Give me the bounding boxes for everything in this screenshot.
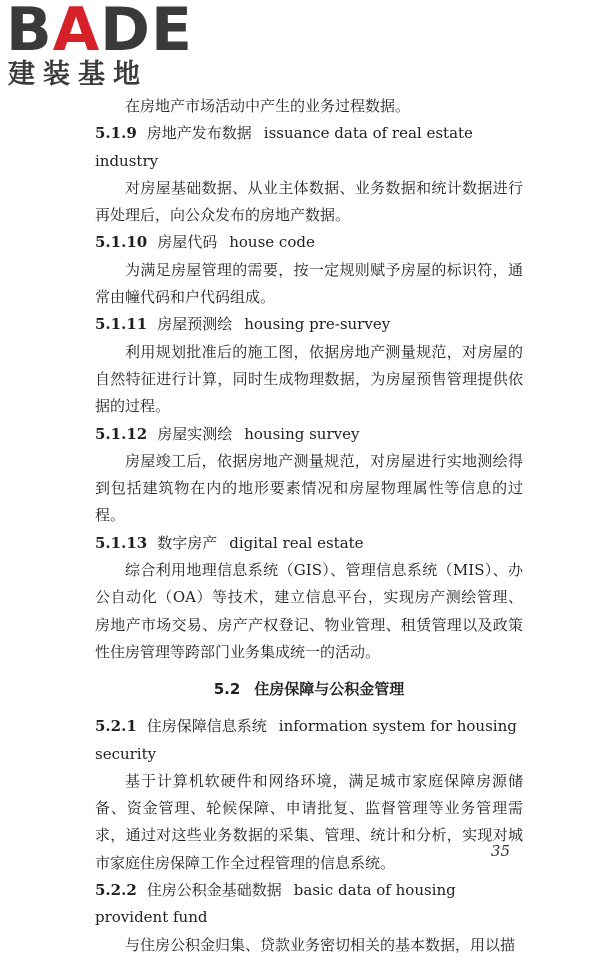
page-number: 35 <box>490 842 510 860</box>
term-english: issuance data of real estate industry <box>95 124 473 170</box>
logo-wordmark <box>6 0 193 65</box>
term-english: housing survey <box>244 424 360 443</box>
term-definition: 对房屋基础数据、从业主体数据、业务数据和统计数据进行再处理后，向公众发布的房地产数据。 <box>95 178 523 225</box>
term-heading <box>95 713 523 768</box>
term-english: house code <box>229 233 315 252</box>
logo-letter-b: B <box>6 0 53 65</box>
term-english: housing pre-survey <box>244 315 391 334</box>
term-number: 5.2.2 <box>95 881 137 900</box>
section-title: 住房保障与公积金管理 <box>254 680 405 699</box>
term-chinese: 房屋预测绘 <box>157 315 233 334</box>
term-number: 5.1.9 <box>95 124 137 143</box>
term-number: 5.1.10 <box>95 233 148 252</box>
entries-group-5-1 <box>95 120 523 666</box>
term-heading <box>95 877 523 932</box>
term-definition: 利用规划批准后的施工图，依据房地产测量规范，对房屋的自然特征进行计算，同时生成物理数据，为房屋预售管理提供依据的过程。 <box>95 342 523 416</box>
term-definition: 为满足房屋管理的需要，按一定规则赋予房屋的标识符，通常由幢代码和户代码组成。 <box>95 260 523 307</box>
term-number: 5.1.11 <box>95 315 148 334</box>
intro-paragraph: 在房地产市场活动中产生的业务过程数据。 <box>125 97 411 115</box>
term-chinese: 房地产发布数据 <box>146 124 252 143</box>
term-number: 5.1.12 <box>95 424 148 443</box>
entries-group-5-2 <box>95 713 523 959</box>
term-definition: 与住房公积金归集、贷款业务密切相关的基本数据，用以描 <box>125 935 516 954</box>
term-heading <box>95 229 523 256</box>
term-heading <box>95 421 523 448</box>
term-chinese: 房屋实测绘 <box>157 424 233 443</box>
term-heading <box>95 311 523 338</box>
term-heading <box>95 120 523 175</box>
term-english: information system for housing security <box>95 717 517 763</box>
term-chinese: 住房保障信息系统 <box>146 717 267 736</box>
logo <box>6 0 193 96</box>
term-heading <box>95 530 523 557</box>
term-english: basic data of housing provident fund <box>95 881 456 927</box>
term-chinese: 房屋代码 <box>157 233 218 252</box>
logo-subtitle: 建装基地 <box>8 59 148 90</box>
term-chinese: 数字房产 <box>157 533 218 552</box>
term-number: 5.2.1 <box>95 717 137 736</box>
section-number: 5.2 <box>213 680 241 699</box>
term-definition: 基于计算机软硬件和网络环境，满足城市家庭保障房源储备、资金管理、轮候保障、申请批复、监督管理等业务管理需求，通过对这些业务数据的采集、管理、统计和分析，实现对城市家庭住房保障工作全过程管理的信息系统。 <box>95 771 523 872</box>
logo-letters-de: DE <box>100 0 193 65</box>
logo-letter-a: A <box>52 0 101 65</box>
term-english: digital real estate <box>229 533 364 552</box>
term-chinese: 住房公积金基础数据 <box>146 881 282 900</box>
term-number: 5.1.13 <box>95 533 148 552</box>
term-definition: 综合利用地理信息系统（GIS）、管理信息系统（MIS）、办公自动化（OA）等技术，建立信息平台，实现房产测绘管理、房地产市场交易、房产产权登记、物业管理、租赁管理以及政策性住房管理等跨部门业务集成统一的活动。 <box>95 561 523 661</box>
term-definition: 房屋竣工后，依据房地产测量规范，对房屋进行实地测绘得到包括建筑物在内的地形要素情况和房屋物理属性等信息的过程。 <box>95 451 523 525</box>
document-body <box>95 93 523 959</box>
section-heading <box>95 676 523 703</box>
